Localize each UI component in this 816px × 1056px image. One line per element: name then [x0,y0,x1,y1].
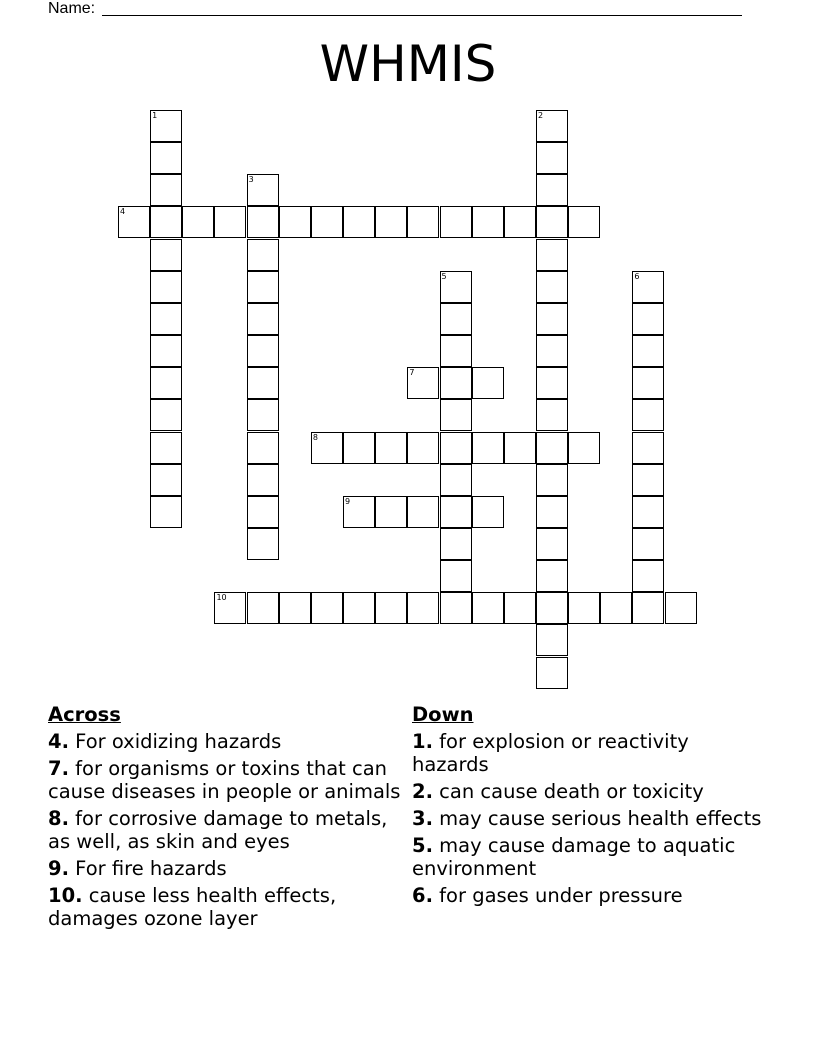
grid-cell[interactable] [440,399,472,431]
grid-cell[interactable] [375,206,407,238]
grid-cell[interactable] [440,271,472,303]
grid-cell[interactable] [150,303,182,335]
grid-cell[interactable] [214,592,246,624]
grid-cell[interactable] [536,142,568,174]
clue-num: 7. [48,757,69,780]
grid-cell[interactable] [150,335,182,367]
grid-cell[interactable] [279,592,311,624]
grid-cell[interactable] [247,335,279,367]
clue-text: may cause damage to aquatic environment [412,834,736,880]
grid-cell[interactable] [440,335,472,367]
grid-cell[interactable] [150,399,182,431]
across-clue [48,807,408,853]
grid-cell[interactable] [536,399,568,431]
clue-num: 8. [48,807,69,830]
grid-cell[interactable] [632,303,664,335]
grid-cell[interactable] [504,432,536,464]
grid-cell[interactable] [536,206,568,238]
across-clues [48,703,408,934]
grid-cell[interactable] [568,592,600,624]
grid-cell[interactable] [247,271,279,303]
grid-cell[interactable] [665,592,697,624]
page-title: WHMIS [319,35,497,93]
grid-cell[interactable] [600,592,632,624]
grid-cell[interactable] [632,560,664,592]
grid-cell[interactable] [440,206,472,238]
grid-cell[interactable] [536,303,568,335]
across-clue-list [48,730,408,930]
grid-cell[interactable] [440,528,472,560]
grid-cell[interactable] [247,206,279,238]
grid-cell[interactable] [407,592,439,624]
grid-cell[interactable] [568,206,600,238]
grid-cell[interactable] [536,464,568,496]
grid-cell[interactable] [536,367,568,399]
grid-cell[interactable] [440,303,472,335]
grid-cell[interactable] [247,367,279,399]
down-clue [412,834,762,880]
grid-cell[interactable] [150,496,182,528]
grid-cell[interactable] [247,496,279,528]
grid-cell[interactable] [536,432,568,464]
grid-cell[interactable] [247,528,279,560]
grid-cell[interactable] [150,367,182,399]
down-clue-list [412,730,762,907]
clue-number: 4 [120,207,126,217]
grid-cell[interactable] [536,496,568,528]
grid-cell[interactable] [247,303,279,335]
clue-number: 8 [312,432,318,442]
grid-cell[interactable] [536,560,568,592]
grid-cell[interactable] [536,271,568,303]
down-clue [412,780,762,803]
across-clue [48,730,408,753]
grid-cell[interactable] [536,110,568,142]
name-label: Name: [48,0,96,17]
clue-text: cause less health effects, damages ozone layer [48,884,337,930]
grid-cell[interactable] [311,206,343,238]
grid-cell[interactable] [536,592,568,624]
grid-cell[interactable] [632,464,664,496]
grid-cell[interactable] [440,464,472,496]
grid-cell[interactable] [150,432,182,464]
grid-cell[interactable] [472,367,504,399]
clue-num: 1. [412,730,433,753]
grid-cell[interactable] [407,206,439,238]
clue-number: 6 [634,271,640,281]
grid-cell[interactable] [247,399,279,431]
grid-cell[interactable] [247,464,279,496]
grid-cell[interactable] [568,432,600,464]
clue-number: 3 [248,175,254,185]
grid-cell[interactable] [536,657,568,689]
clue-text: for corrosive damage to metals, as well, as skin and eyes [48,807,388,853]
grid-cell[interactable] [150,174,182,206]
name-line[interactable] [102,15,742,16]
grid-cell[interactable] [311,432,343,464]
grid-cell[interactable] [504,206,536,238]
grid-cell[interactable] [632,528,664,560]
grid-cell[interactable] [150,271,182,303]
grid-cell[interactable] [440,496,472,528]
clue-text: For oxidizing hazards [68,730,282,753]
grid-cell[interactable] [472,432,504,464]
grid-cell[interactable] [472,592,504,624]
grid-cell[interactable] [247,174,279,206]
grid-cell[interactable] [632,335,664,367]
clue-num: 2. [412,780,433,803]
grid-cell[interactable] [343,432,375,464]
clue-num: 9. [48,857,69,880]
down-clue [412,807,762,830]
across-clue [48,884,408,930]
grid-cell[interactable] [440,432,472,464]
grid-cell[interactable] [440,592,472,624]
clue-num: 6. [412,884,433,907]
clue-text: for gases under pressure [432,884,683,907]
grid-cell[interactable] [182,206,214,238]
clue-text: for explosion or reactivity hazards [412,730,689,776]
grid-cell[interactable] [632,432,664,464]
grid-cell[interactable] [536,174,568,206]
grid-cell[interactable] [247,592,279,624]
clue-num: 4. [48,730,69,753]
grid-cell[interactable] [343,496,375,528]
grid-cell[interactable] [247,239,279,271]
clue-text: for organisms or toxins that can cause diseases in people or animals [48,757,401,803]
grid-cell[interactable] [632,496,664,528]
across-heading: Across [48,703,121,726]
grid-cell[interactable] [214,206,246,238]
grid-cell[interactable] [632,367,664,399]
grid-cell[interactable] [504,592,536,624]
clue-text: can cause death or toxicity [432,780,704,803]
down-heading: Down [412,703,474,726]
grid-cell[interactable] [440,367,472,399]
grid-cell[interactable] [440,560,472,592]
down-clue [412,730,762,776]
grid-cell[interactable] [375,432,407,464]
grid-cell[interactable] [247,432,279,464]
grid-cell[interactable] [472,496,504,528]
grid-cell[interactable] [150,206,182,238]
clue-number: 5 [441,271,447,281]
clue-num: 10. [48,884,83,907]
grid-cell[interactable] [375,592,407,624]
grid-cell[interactable] [472,206,504,238]
grid-cell[interactable] [343,592,375,624]
grid-cell[interactable] [536,624,568,656]
grid-cell[interactable] [632,592,664,624]
clue-num: 5. [412,834,433,857]
clue-number: 1 [152,111,158,120]
grid-cell[interactable] [632,271,664,303]
grid-cell[interactable] [407,367,439,399]
clue-number: 2 [537,111,544,120]
grid-cell[interactable] [536,528,568,560]
clue-number: 9 [345,496,351,506]
down-clue [412,884,762,907]
grid-cell[interactable] [343,206,375,238]
down-clues [412,703,762,911]
grid-cell[interactable] [311,592,343,624]
across-clue [48,757,408,803]
grid-cell[interactable] [150,464,182,496]
grid-cell[interactable] [632,399,664,431]
clue-text: may cause serious health effects [432,807,762,830]
grid-cell[interactable] [407,432,439,464]
grid-cell[interactable] [407,496,439,528]
clue-text: For fire hazards [68,857,227,880]
clue-num: 3. [412,807,433,830]
grid-cell[interactable] [150,142,182,174]
across-clue [48,857,408,880]
grid-cell[interactable] [536,335,568,367]
grid-cell[interactable] [118,206,150,238]
grid-cell[interactable] [150,110,182,142]
grid-cell[interactable] [279,206,311,238]
clue-number: 7 [409,368,415,378]
clue-number: 10 [216,593,227,603]
grid-cell[interactable] [536,239,568,271]
grid-cell[interactable] [375,496,407,528]
grid-cell[interactable] [150,239,182,271]
